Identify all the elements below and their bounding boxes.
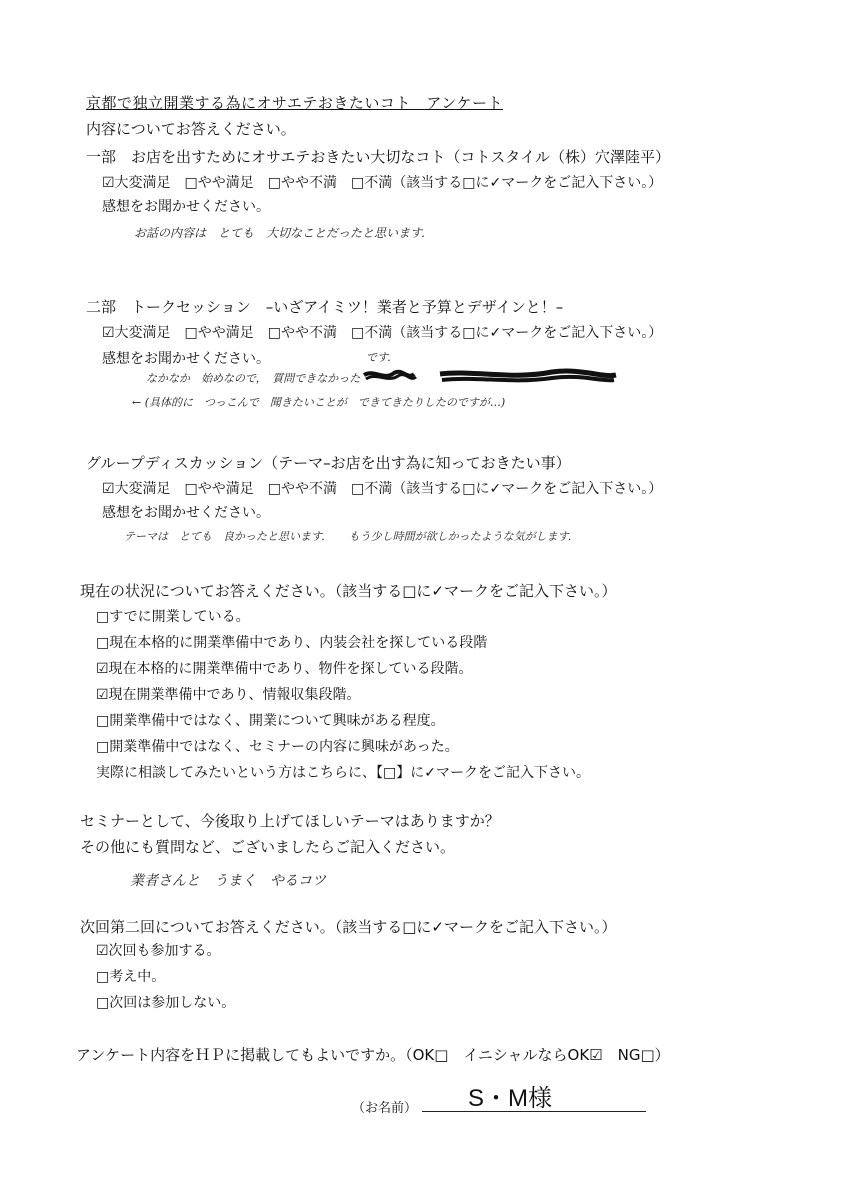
status-option: □現在本格的に開業準備中であり、内装会社を探している段階: [96, 635, 488, 651]
part3-comment: テーマは とても 良かったと思います． もう少し時間が欲しかったような気がします．: [124, 530, 579, 543]
status-option: □開業準備中ではなく、開業について興味がある程度。: [96, 713, 445, 729]
part1-heading: 一部 お店を出すためにオサエテおきたい大切なコト（コトスタイル（株）穴澤陸平）: [86, 148, 670, 166]
consult-text: 実際に相談してみたいという方はこちらに、【□】に✓マークをご記入下さい。: [96, 765, 590, 781]
seminar-question-1: セミナーとして、今後取り上げてほしいテーマはありますか？: [80, 812, 500, 830]
next-option: □次回は参加しない。: [96, 995, 236, 1011]
part2-comment-line1: なかなか 始めなので， 質問できなかった: [146, 372, 361, 385]
status-option: ☑現在本格的に開業準備中であり、物件を探している段階。: [96, 661, 473, 677]
part1-comment: お話の内容は とても 大切なことだったと思います．: [134, 226, 434, 240]
part2-rating: ☑大変満足 □やや満足 □やや不満 □不満（該当する□に✓マークをご記入下さい。）: [102, 325, 663, 341]
seminar-question-2: その他にも質問など、ございましたらご記入ください。: [80, 838, 456, 856]
publish-question: アンケート内容をＨＰに掲載してもよいですか。（OK□ イニシャルならOK☑ NG□）: [76, 1046, 670, 1064]
name-value: S・M様: [468, 1085, 552, 1112]
part1-rating: ☑大変満足 □やや満足 □やや不満 □不満（該当する□に✓マークをご記入下さい。）: [102, 175, 663, 191]
scribble-strikeout: [362, 366, 622, 388]
status-option: □すでに開業している。: [96, 609, 250, 625]
status-option: ☑現在開業準備中であり、情報収集段階。: [96, 687, 361, 703]
intro-text: 内容についてお答えください。: [86, 120, 296, 138]
part2-heading: 二部 トークセッション –いざアイミツ！業者と予算とデザインと！–: [86, 298, 564, 316]
part3-rating: ☑大変満足 □やや満足 □やや不満 □不満（該当する□に✓マークをご記入下さい。）: [102, 481, 663, 497]
status-option: □開業準備中ではなく、セミナーの内容に興味があった。: [96, 739, 459, 755]
next-heading: 次回第二回についてお答えください。（該当する□に✓マークをご記入下さい。）: [80, 918, 617, 936]
part3-heading: グループディスカッション（テーマ–お店を出す為に知っておきたい事）: [86, 454, 571, 472]
part1-prompt: 感想をお聞かせください。: [102, 199, 270, 215]
part2-comment-line2: ← (具体的に つっこんで 聞きたいことが できてきたりしたのですが…): [132, 396, 506, 409]
next-option: ☑次回も参加する。: [96, 943, 221, 959]
part2-prompt: 感想をお聞かせください。: [102, 351, 270, 367]
survey-title: 京都で独立開業する為にオサエテおきたいコト アンケート: [86, 94, 504, 112]
name-label: （お名前）: [352, 1101, 418, 1116]
status-heading: 現在の状況についてお答えください。（該当する□に✓マークをご記入下さい。）: [80, 582, 617, 600]
part2-comment-above: です．: [366, 351, 399, 364]
seminar-answer: 業者さんと うまく やるコツ: [130, 873, 326, 889]
part3-prompt: 感想をお聞かせください。: [102, 505, 270, 521]
next-option: □考え中。: [96, 969, 166, 985]
